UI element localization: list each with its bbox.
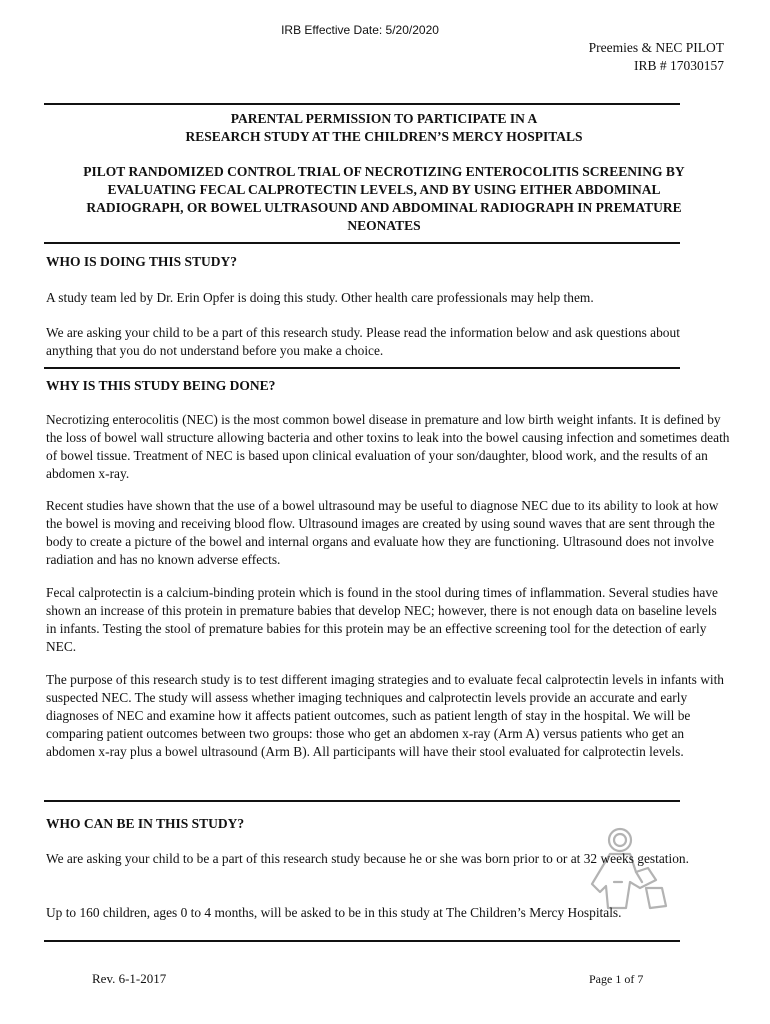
para-who-can-2: Up to 160 children, ages 0 to 4 months, will be asked to be in this study at The Children’s Mercy Hospitals. <box>46 905 622 920</box>
study-title <box>44 163 724 235</box>
heading-who-doing: WHO IS DOING THIS STUDY? <box>46 254 238 269</box>
header-study-info <box>589 39 724 75</box>
title-line-1: PARENTAL PERMISSION TO PARTICIPATE IN A <box>230 111 538 126</box>
divider-rule <box>44 800 680 802</box>
divider-rule <box>44 242 680 244</box>
irb-effective-date: IRB Effective Date: 5/20/2020 <box>281 23 439 37</box>
para-who-can-1: We are asking your child to be a part of this research study because he or she was born prior to or at 32 weeks gestation. <box>46 851 689 866</box>
heading-who-can-be: WHO CAN BE IN THIS STUDY? <box>46 816 245 831</box>
study-title-line: EVALUATING FECAL CALPROTECTIN LEVELS, AND BY USING EITHER ABDOMINAL <box>107 182 661 197</box>
para-who-doing-1: A study team led by Dr. Erin Opfer is doing this study. Other health care professionals may help them. <box>46 290 594 305</box>
para-who-doing-2: We are asking your child to be a part of this research study. Please read the information below and ask questions about anything that you do not understand before you make a choice. <box>46 325 680 358</box>
para-why-1: Necrotizing enterocolitis (NEC) is the most common bowel disease in premature and low birth weight infants. It is defined by the loss of bowel wall structure allowing bacteria and other toxins to leak into the bowel causing infection and sometimes death of bowel tissue. Treatment of NEC is based upon clinical evaluation of your son/daughter, blood work, and the results of an abdomen x-ray. <box>46 412 730 481</box>
study-title-line: NEONATES <box>347 218 421 233</box>
divider-rule <box>44 940 680 942</box>
para-why-4: The purpose of this research study is to test different imaging strategies and to evaluate fecal calprotectin levels in infants with suspected NEC. The study will assess whether imaging techniques and calprotectin levels provide an accurate and early diagnoses of NEC and examine how it affects patient outcomes, such as patient length of stay in the hospital. We will be comparing patient outcomes between two groups: those who get an abdomen x-ray (Arm A) versus patients who get an abdomen x-ray plus a bowel ultrasound (Arm B). All participants will have their stool evaluated for calprotectin levels. <box>46 672 724 759</box>
heading-why-done: WHY IS THIS STUDY BEING DONE? <box>46 378 276 393</box>
divider-rule <box>44 103 680 105</box>
footer-page-number: Page 1 of 7 <box>589 972 644 986</box>
study-title-line: PILOT RANDOMIZED CONTROL TRIAL OF NECROTIZING ENTEROCOLITIS SCREENING BY <box>83 164 685 179</box>
document-title <box>44 110 724 146</box>
irb-number: IRB # 17030157 <box>633 58 724 73</box>
title-line-2: RESEARCH STUDY AT THE CHILDREN’S MERCY HOSPITALS <box>185 129 583 144</box>
para-why-3: Fecal calprotectin is a calcium-binding protein which is found in the stool during times of inflammation. Several studies have shown an increase of this protein in premature babies that develop NEC; however, there is not enough data on baseline levels in infants. Testing the stool of premature babies for this protein may be an effective screening tool for the detection of early NEC. <box>46 585 718 654</box>
footer-revision: Rev. 6-1-2017 <box>92 971 167 986</box>
study-title-line: RADIOGRAPH, OR BOWEL ULTRASOUND AND ABDOMINAL RADIOGRAPH IN PREMATURE <box>86 200 682 215</box>
study-short-name: Preemies & NEC PILOT <box>588 40 724 55</box>
para-why-2: Recent studies have shown that the use of a bowel ultrasound may be useful to diagnose NEC due to its ability to look at how the bowel is moving and receiving blood flow. Ultrasound images are created by using sound waves that are sent through the body to create a picture of the bowel and internal organs and evaluate how they are functioning. Ultrasound does not involve radiation and has no known adverse effects. <box>46 498 719 567</box>
divider-rule <box>44 367 680 369</box>
